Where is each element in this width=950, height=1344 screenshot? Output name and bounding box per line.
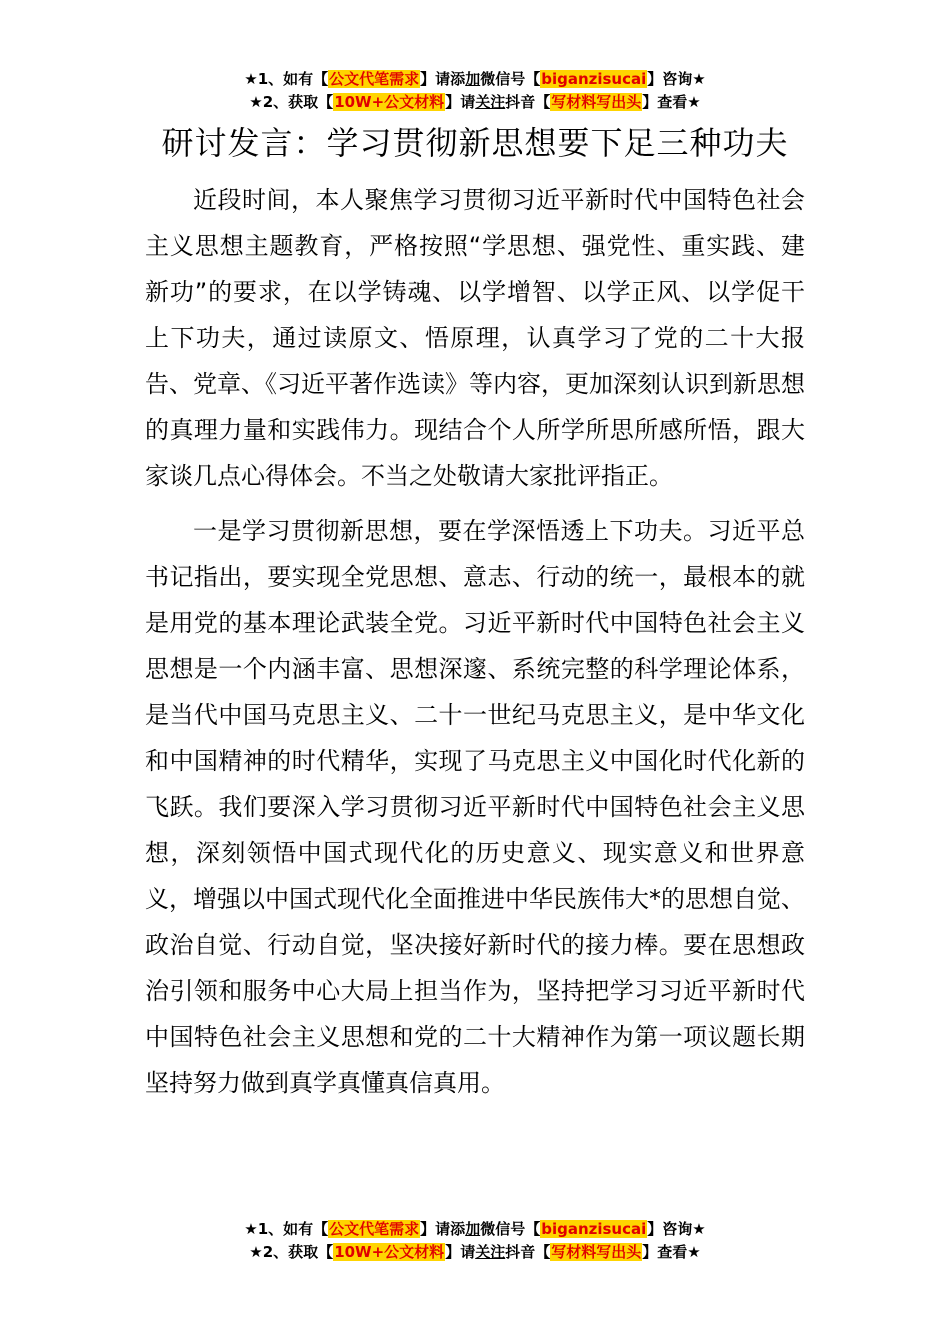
highlight-wechat-id: biganzisucai: [541, 1220, 647, 1238]
promo-banner-bottom: [0, 1218, 950, 1264]
promo-line-2: ★2、获取【10W+公文材料】请关注抖音【写材料写出头】查看★: [249, 93, 701, 111]
promo-banner-top: [0, 68, 950, 114]
promo-line-2: ★2、获取【10W+公文材料】请关注抖音【写材料写出头】查看★: [249, 1243, 701, 1261]
highlight-materials: 10W+公文材料: [334, 93, 445, 111]
promo-line-1: ★1、如有【公文代笔需求】请添加微信号【biganzisucai】咨询★: [244, 70, 706, 88]
highlight-ghostwriting: 公文代笔需求: [329, 1220, 420, 1238]
promo-line-1: ★1、如有【公文代笔需求】请添加微信号【biganzisucai】咨询★: [244, 1220, 706, 1238]
highlight-douyin-account: 写材料写出头: [551, 93, 642, 111]
highlight-douyin-account: 写材料写出头: [551, 1243, 642, 1261]
highlight-materials: 10W+公文材料: [334, 1243, 445, 1261]
paragraph-point-one: 一是学习贯彻新思想，要在学深悟透上下功夫。习近平总书记指出，要实现全党思想、意志、行动的统一，最根本的就是用党的基本理论武装全党。习近平新时代中国特色社会主义思想是一个内涵丰富、思想深邃、系统完整的科学理论体系，是当代中国马克思主义、二十一世纪马克思主义，是中华文化和中国精神的时代精华，实现了马克思主义中国化时代化新的飞跃。我们要深入学习贯彻习近平新时代中国特色社会主义思想，深刻领悟中国式现代化的历史意义、现实意义和世界意义，增强以中国式现代化全面推进中华民族伟大*的思想自觉、政治自觉、行动自觉，坚决接好新时代的接力棒。要在思想政治引领和服务中心大局上担当作为，坚持把学习习近平新时代中国特色社会主义思想和党的二十大精神作为第一项议题长期坚持努力做到真学真懂真信真用。: [145, 517, 805, 1097]
highlight-wechat-id: biganzisucai: [541, 70, 647, 88]
highlight-ghostwriting: 公文代笔需求: [329, 70, 420, 88]
paragraph-intro: 近段时间，本人聚焦学习贯彻习近平新时代中国特色社会主义思想主题教育，严格按照“学思想、强党性、重实践、建新功”的要求，在以学铸魂、以学增智、以学正风、以学促干上下功夫，通过读原文、悟原理，认真学习了党的二十大报告、党章、《习近平著作选读》等内容，更加深刻认识到新思想的真理力量和实践伟力。现结合个人所学所思所感所悟，跟大家谈几点心得体会。不当之处敬请大家批评指正。: [145, 186, 805, 490]
page-title: 研讨发言：学习贯彻新思想要下足三种功夫: [161, 124, 789, 162]
document-body: [145, 177, 805, 1106]
